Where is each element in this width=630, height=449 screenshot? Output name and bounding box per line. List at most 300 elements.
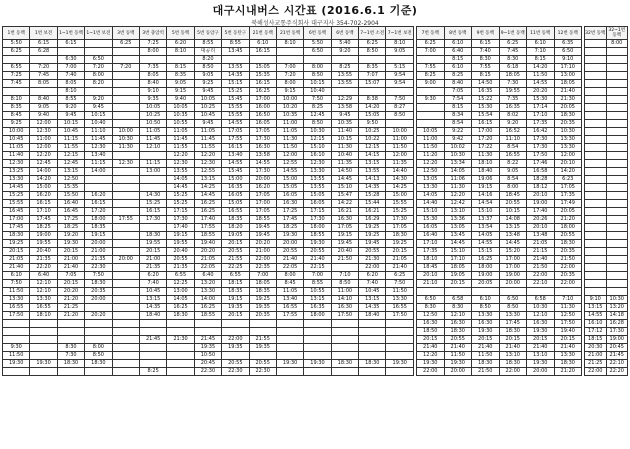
table-cell: 8:20: [85, 80, 112, 88]
table-cell: [606, 96, 628, 104]
table-cell: 11:40: [331, 128, 358, 136]
table-cell: [606, 72, 628, 80]
table-cell: [112, 184, 139, 192]
table-cell: 20:35: [249, 312, 276, 320]
table-cell: 15:30: [417, 216, 445, 224]
table-cell: [585, 224, 607, 232]
table-cell: 18:45: [417, 264, 445, 272]
table-cell: 8:35: [167, 72, 194, 80]
table-cell: 11:50: [386, 288, 414, 296]
table-cell: 6:18: [499, 64, 527, 72]
table-cell: 15:55: [222, 112, 249, 120]
table-cell: 10:22: [359, 136, 386, 144]
table-cell: [386, 120, 414, 128]
table-cell: 13:45: [222, 48, 249, 56]
table-cell: 16:50: [249, 112, 276, 120]
table-cell: [112, 232, 139, 240]
table-cell: 21:20: [554, 216, 582, 224]
table-cell: 8:00: [276, 272, 303, 280]
table-cell: 16:30: [331, 304, 358, 312]
table-cell: 16:25: [167, 304, 194, 312]
table-cell: [112, 152, 139, 160]
table-cell: 8:40: [139, 80, 166, 88]
table-row: [417, 168, 582, 176]
table-cell: 7:10: [554, 296, 582, 304]
table-row: [3, 176, 414, 184]
table-cell: 20:55: [222, 360, 249, 368]
table-cell: 10:25: [359, 128, 386, 136]
table-cell: 19:00: [527, 200, 555, 208]
table-cell: [112, 328, 139, 336]
table-cell: 18:30: [554, 360, 582, 368]
table-cell: 19:35: [249, 344, 276, 352]
table-cell: 12:10: [30, 288, 57, 296]
table-cell: 14:10: [331, 296, 358, 304]
table-cell: 21:20: [57, 312, 84, 320]
table-row: [3, 48, 414, 56]
table-cell: 21:20: [554, 368, 582, 376]
table-cell: 12:30: [3, 160, 30, 168]
table-cell: 16:25: [472, 256, 500, 264]
table-cell: 17:25: [276, 208, 303, 216]
table-cell: 13:30: [194, 288, 221, 296]
table-cell: [585, 104, 607, 112]
table-cell: [585, 248, 607, 256]
table-cell: 11:30: [444, 184, 472, 192]
table-cell: 6:40: [30, 272, 57, 280]
table-cell: 21:05: [527, 240, 555, 248]
table-cell: [386, 328, 414, 336]
page-subtitle: 북해성사교통주식회사 대구지사 354-702-2904: [251, 20, 379, 27]
table-cell: 15:47: [331, 192, 358, 200]
table-cell: 7:50: [85, 272, 112, 280]
table-row: [417, 320, 582, 328]
table-cell: 11:35: [331, 160, 358, 168]
table-cell: 8:50: [85, 352, 112, 360]
table-cell: 14:18: [606, 312, 628, 320]
table-cell: [30, 336, 57, 344]
table-cell: 16:42: [527, 128, 555, 136]
table-cell: 10:45: [139, 288, 166, 296]
table-cell: 20:20: [527, 88, 555, 96]
column-header: 12번 동백: [554, 27, 582, 40]
table-cell: [167, 368, 194, 376]
table-row: [585, 288, 628, 296]
table-cell: 21:45: [139, 336, 166, 344]
table-cell: 6:10: [249, 40, 276, 48]
table-cell: 16:30: [527, 320, 555, 328]
table-cell: 21:40: [386, 264, 414, 272]
table-cell: 10:30: [527, 304, 555, 312]
table-cell: 11:00: [417, 136, 445, 144]
table-cell: [112, 320, 139, 328]
table-cell: 19:45: [249, 224, 276, 232]
table-cell: 15:44: [359, 200, 386, 208]
table-cell: 6:50: [304, 48, 331, 56]
table-cell: 10:40: [85, 120, 112, 128]
table-row: [3, 216, 414, 224]
table-cell: 8:30: [444, 304, 472, 312]
table-row: [585, 168, 628, 176]
table-cell: 13:00: [139, 168, 166, 176]
table-cell: 16:30: [276, 200, 303, 208]
table-cell: 19:20: [57, 232, 84, 240]
table-row: [417, 272, 582, 280]
table-cell: 18:30: [85, 360, 112, 368]
table-cell: 14:05: [167, 176, 194, 184]
table-cell: 21:40: [554, 88, 582, 96]
table-row: [585, 264, 628, 272]
table-cell: 8:05: [30, 80, 57, 88]
table-cell: 20:55: [444, 336, 472, 344]
column-header: 1번 동백: [3, 27, 30, 40]
table-cell: [85, 304, 112, 312]
table-cell: 15:30: [527, 96, 555, 104]
table-cell: 17:30: [527, 136, 555, 144]
table-cell: 8:02: [499, 112, 527, 120]
table-cell: [606, 200, 628, 208]
table-cell: [222, 56, 249, 64]
table-cell: 10:30: [112, 136, 139, 144]
table-cell: 18:30: [85, 280, 112, 288]
table-cell: 11:45: [167, 136, 194, 144]
table-cell: 8:54: [499, 144, 527, 152]
table-cell: [57, 368, 84, 376]
table-cell: 20:15: [3, 248, 30, 256]
table-cell: [606, 184, 628, 192]
table-cell: 8:35: [359, 64, 386, 72]
table-row: [585, 280, 628, 288]
table-cell: 15:20: [499, 248, 527, 256]
table-cell: 10:05: [167, 104, 194, 112]
table-cell: 13:20: [606, 304, 628, 312]
table-cell: [585, 168, 607, 176]
table-cell: [57, 328, 84, 336]
column-header: 8번 동백: [444, 27, 472, 40]
table-cell: 15:15: [222, 80, 249, 88]
table-row: [417, 144, 582, 152]
table-row: [585, 256, 628, 264]
table-cell: [85, 368, 112, 376]
table-cell: 10:45: [57, 128, 84, 136]
column-header: 1번 보전: [30, 27, 57, 40]
table-cell: [359, 336, 386, 344]
table-cell: 22:05: [194, 264, 221, 272]
table-cell: [606, 128, 628, 136]
table-row: [3, 368, 414, 376]
table-cell: 17:05: [554, 184, 582, 192]
table-cell: [3, 320, 30, 328]
table-cell: 18:35: [85, 224, 112, 232]
table-cell: 14:20: [30, 176, 57, 184]
table-cell: 21:40: [417, 344, 445, 352]
table-cell: 7:00: [417, 48, 445, 56]
table-cell: 8:22: [499, 160, 527, 168]
table-row: [417, 304, 582, 312]
table-cell: 15:05: [304, 192, 331, 200]
table-cell: 6:25: [499, 40, 527, 48]
table-cell: 대공리: [194, 48, 221, 56]
table-cell: 11:55: [57, 144, 84, 152]
table-cell: 20:00: [249, 176, 276, 184]
table-cell: 8:50: [194, 64, 221, 72]
table-cell: [606, 256, 628, 264]
table-cell: 19:15: [167, 232, 194, 240]
table-row: [417, 120, 582, 128]
table-cell: [112, 96, 139, 104]
table-cell: 20:15: [57, 280, 84, 288]
table-row: [3, 208, 414, 216]
table-cell: 18:40: [359, 312, 386, 320]
table-cell: 7:35: [139, 64, 166, 72]
table-row: [585, 80, 628, 88]
table-cell: 20:05: [554, 208, 582, 216]
table-cell: 15:05: [222, 200, 249, 208]
table-cell: [276, 56, 303, 64]
table-cell: 19:45: [331, 240, 358, 248]
table-row: [3, 80, 414, 88]
table-cell: 8:50: [386, 112, 414, 120]
table-cell: [417, 112, 445, 120]
table-cell: 19:30: [386, 360, 414, 368]
table-cell: 8:50: [331, 280, 358, 288]
table-cell: 16:40: [417, 232, 445, 240]
table-cell: [606, 224, 628, 232]
table-cell: 12:15: [57, 152, 84, 160]
table-cell: [585, 216, 607, 224]
table-cell: 17:00: [3, 216, 30, 224]
table-cell: 8:55: [222, 40, 249, 48]
table-cell: 14:55: [472, 240, 500, 248]
table-cell: 7:05: [57, 272, 84, 280]
table-cell: 16:30: [472, 320, 500, 328]
table-cell: 14:13: [359, 176, 386, 184]
table-cell: [386, 56, 414, 64]
table-cell: 12:50: [57, 176, 84, 184]
table-cell: 20:15: [472, 336, 500, 344]
table-cell: 15:25: [222, 88, 249, 96]
table-cell: [222, 320, 249, 328]
table-cell: 6:40: [194, 272, 221, 280]
table-row: [585, 152, 628, 160]
table-cell: 12:45: [304, 112, 331, 120]
table-cell: 15:55: [3, 200, 30, 208]
table-cell: [112, 312, 139, 320]
table-cell: 12:20: [444, 192, 472, 200]
table-cell: [417, 88, 445, 96]
table-cell: [606, 144, 628, 152]
table-cell: 10:40: [304, 88, 331, 96]
table-cell: 17:40: [167, 224, 194, 232]
table-cell: 15:10: [304, 144, 331, 152]
table-cell: [606, 208, 628, 216]
column-header: 9~1번 동백: [499, 27, 527, 40]
table-row: [417, 72, 582, 80]
table-cell: 19:55: [139, 240, 166, 248]
table-cell: 20:35: [554, 120, 582, 128]
table-cell: 8:30: [417, 304, 445, 312]
table-cell: 16:15: [30, 200, 57, 208]
table-cell: 18:30: [331, 360, 358, 368]
table-cell: [585, 56, 607, 64]
table-cell: 18:05: [444, 264, 472, 272]
table-cell: 13:55: [167, 168, 194, 176]
table-row: [3, 184, 414, 192]
table-cell: 8:40: [30, 96, 57, 104]
table-cell: 17:05: [222, 128, 249, 136]
table-cell: 21:50: [472, 368, 500, 376]
table-cell: 9:25: [3, 120, 30, 128]
table-cell: 6:30: [57, 56, 84, 64]
table-row: [417, 296, 582, 304]
table-cell: 11:05: [3, 144, 30, 152]
table-cell: 12:10: [444, 312, 472, 320]
table-cell: 20:00: [527, 368, 555, 376]
table-cell: 16:25: [194, 208, 221, 216]
table-cell: 16:55: [30, 304, 57, 312]
table-cell: 11:05: [276, 128, 303, 136]
table-cell: 14:35: [139, 304, 166, 312]
table-cell: 6:50: [417, 296, 445, 304]
table-cell: 22:15: [304, 264, 331, 272]
table-cell: 18:30: [139, 232, 166, 240]
table-cell: 18:10: [472, 160, 500, 168]
table-row: [417, 264, 582, 272]
table-cell: 21:55: [222, 256, 249, 264]
table-cell: 16:05: [417, 224, 445, 232]
table-cell: 19:25: [249, 296, 276, 304]
table-cell: [585, 240, 607, 248]
column-header: 7~1번 보전: [386, 27, 414, 40]
table-cell: 18:55: [194, 232, 221, 240]
table-cell: 16:30: [331, 216, 358, 224]
table-cell: [585, 200, 607, 208]
table-cell: [139, 352, 166, 360]
table-cell: 16:30: [249, 144, 276, 152]
table-cell: 18:30: [167, 312, 194, 320]
table-cell: 6:55: [3, 64, 30, 72]
table-cell: [585, 208, 607, 216]
table-cell: 22:00: [417, 368, 445, 376]
table-cell: 15:22: [472, 96, 500, 104]
table-cell: 13:58: [331, 104, 358, 112]
table-cell: 16:15: [222, 144, 249, 152]
table-cell: 20:40: [167, 248, 194, 256]
table-row: [585, 200, 628, 208]
table-cell: [112, 304, 139, 312]
table-cell: 7:40: [472, 48, 500, 56]
table-row: [585, 224, 628, 232]
table-cell: 9:20: [499, 120, 527, 128]
table-cell: [276, 368, 303, 376]
table-cell: 11:06: [444, 176, 472, 184]
table-row: [585, 96, 628, 104]
table-cell: 7:20: [30, 64, 57, 72]
table-row: [3, 360, 414, 368]
table-cell: [57, 336, 84, 344]
table-cell: [585, 280, 607, 288]
table-row: [585, 248, 628, 256]
table-cell: 9:45: [194, 88, 221, 96]
table-cell: [499, 288, 527, 296]
table-cell: 13:15: [359, 160, 386, 168]
table-cell: 6:25: [112, 40, 139, 48]
table-cell: 12:30: [194, 160, 221, 168]
table-cell: 20:15: [417, 336, 445, 344]
table-cell: 18:00: [304, 312, 331, 320]
table-row: [3, 288, 414, 296]
table-cell: 8:25: [331, 64, 358, 72]
table-cell: 8:38: [359, 96, 386, 104]
table-cell: 16:10: [585, 320, 607, 328]
table-cell: 8:10: [276, 40, 303, 48]
table-cell: 8:40: [444, 80, 472, 88]
table-cell: 18:30: [444, 328, 472, 336]
table-row: [417, 200, 582, 208]
table-cell: [30, 320, 57, 328]
table-cell: [139, 360, 166, 368]
table-row: [3, 328, 414, 336]
table-cell: 13:15: [499, 224, 527, 232]
table-cell: 21:00: [249, 248, 276, 256]
table-row: [585, 312, 628, 320]
table-cell: [112, 344, 139, 352]
table-cell: 12:15: [304, 136, 331, 144]
table-cell: 18:30: [359, 360, 386, 368]
table-cell: 14:20: [359, 104, 386, 112]
table-row: [585, 176, 628, 184]
table-cell: 18:30: [57, 360, 84, 368]
table-cell: 6:10: [3, 272, 30, 280]
table-cell: 18:25: [57, 224, 84, 232]
table-cell: [85, 48, 112, 56]
table-cell: 11:45: [139, 136, 166, 144]
table-cell: 16:35: [304, 304, 331, 312]
table-cell: 10:30: [606, 296, 628, 304]
table-cell: 12:50: [554, 312, 582, 320]
table-row: [585, 232, 628, 240]
table-cell: 12:30: [85, 144, 112, 152]
table-cell: 19:05: [222, 232, 249, 240]
table-cell: 8:00: [85, 344, 112, 352]
table-cell: 22:30: [222, 368, 249, 376]
table-cell: 13:15: [194, 176, 221, 184]
table-cell: [139, 152, 166, 160]
table-cell: 9:15: [276, 88, 303, 96]
table-cell: 8:00: [304, 64, 331, 72]
table-cell: 14:55: [276, 168, 303, 176]
table-cell: 16:15: [472, 120, 500, 128]
table-cell: 6:50: [499, 296, 527, 304]
table-cell: 22:00: [499, 368, 527, 376]
table-cell: 12:55: [276, 160, 303, 168]
table-cell: 13:15: [57, 168, 84, 176]
table-cell: 7:00: [276, 64, 303, 72]
table-cell: 10:00: [3, 128, 30, 136]
column-header: 32번 동백: [585, 27, 607, 40]
table-row: [3, 200, 414, 208]
table-cell: 18:30: [554, 240, 582, 248]
table-cell: 12:15: [359, 144, 386, 152]
table-cell: 21:00: [85, 248, 112, 256]
table-cell: [167, 328, 194, 336]
table-cell: 10:15: [304, 80, 331, 88]
table-cell: 20:00: [85, 296, 112, 304]
table-cell: 21:50: [331, 256, 358, 264]
table-cell: 19:00: [472, 272, 500, 280]
table-cell: 13:10: [499, 352, 527, 360]
table-cell: 18:00: [304, 224, 331, 232]
